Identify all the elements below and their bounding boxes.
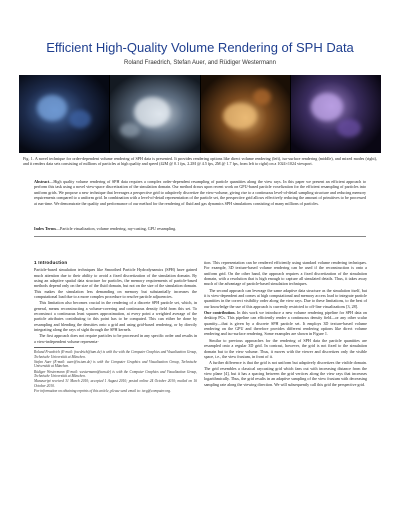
- footnotes: [34, 350, 197, 393]
- body-paragraph: tion. This representation can be rendered efficiently using standard volume rendering techniques. For example, 3D texture-based volume rendering can be used if the reconstruction is onto a uniform grid. On the other hand, the approach requires a fixed discretization of the simulation domain, with a resolution that is high enough to capture all simulated details. Thus, it takes away much of the advantage of particle-based simulation techniques.: [204, 260, 367, 287]
- body-paragraph: Similar to previous approaches for the rendering of SPH data the particle quantities are resampled onto a regular 3D grid. In contrast, however, the grid is not fixed to the simulation domain but to the view volume. Thus, it moves with the viewer and discretizes only the visible space, i.e., the view frustum, in front of it.: [204, 337, 367, 359]
- figure-panel-gas-dynamics: [291, 75, 381, 153]
- contribution-paragraph: [204, 310, 367, 337]
- abstract-label: Abstract: [34, 179, 50, 184]
- footnote: Stefan Auer (E-mail: auer@in.tum.de) is with the Computer Graphics and Visualization Group, Technische Universität at München.: [34, 359, 197, 369]
- intro-paragraph: Particle-based simulation techniques like Smoothed Particle Hydrodynamics (SPH) have gained much attention due to their ability to avoid a fixed discretization of the simulation domain. By using an adaptive spatial data structure for particles, the memory requirements of particle-based methods depend only on the size of the fluid domain, but not on the size of the simulation domain. This makes the simulation less demanding on memory but substantially increases the computational load due to a more complex procedure to resolve particle adjacencies.: [34, 267, 197, 300]
- figure-caption: Fig. 1. A novel technique for order-dependent volume rendering of SPH data is presented. It provides rendering options like direct volume rendering (left), iso-surface rendering (middle), and mixed modes (right), and it renders data sets consisting of millions of particles at high quality and speed (42M @ 0.1 fps, 2.2M @ 4.5 fps, 2M @ 1.7 fps, from left to right) on a 1024×1024 viewport.: [23, 156, 377, 167]
- index-terms: [34, 226, 366, 231]
- index-terms-label: Index Terms: [34, 226, 56, 231]
- body-paragraph: The second approach can leverage the same adaptive data structure as the simulation itself, but it is view-dependent and comes at high computational and memory access load to integrate particle quantities in the correct visibility order along the view rays. Due to these limitations, to the best of our knowledge the use of this approach is currently restricted to off-line visualizations [3, 28].: [204, 287, 367, 309]
- teaser-figure: [19, 75, 381, 153]
- footnote: For information on obtaining reprints of this article, please send email to: tvcg@computer.org.: [34, 388, 171, 393]
- contribution-label: Our contribution.: [204, 310, 236, 316]
- footnote: Rüdiger Westermann (E-mail: westermann@tum.de) is with the Computer Graphics and Visualization Group, Technische Universität at München.: [34, 369, 197, 379]
- intro-paragraph: The first approach does not require particles to be processed in any specific order and results in a view-independent volume representa-: [34, 333, 197, 344]
- index-terms-text: —Particle visualization, volume rendering, ray-casting, GPU resampling.: [55, 226, 177, 231]
- figure-panel-direct-volume-rendering: [19, 75, 109, 153]
- contribution-text: In this work we introduce a new volume rendering pipeline for SPH data on desktop PCs. This pipeline can efficiently render a continuous density field—or any other scalar quantity—that is given by a discrete SPH particle set. It employs 3D texture-based volume rendering on the GPU and therefore provides different rendering options like direct volume rendering and iso-surface rendering. Some examples are shown in Figure 1.: [204, 310, 367, 337]
- body-paragraph: A further difference is that the grid is not uniform but adaptively discretizes the visible domain. The grid resembles a classical raycasting grid which fans out with increasing distance from the view plane [4], but it has a spacing between the grid vertices along the view rays that increases logarithmically. Thus, the grid results in an adaptive sampling of the view frustum with decreasing sampling rate along the viewing direction. We will subsequently call this grid the perspective grid.: [204, 360, 367, 387]
- left-column: [34, 260, 197, 394]
- paper-authors: Roland Fraedrich, Stefan Auer, and Rüdiger Westermann: [124, 60, 276, 66]
- footnote: Manuscript received 31 March 2010; accepted 1 August 2010; posted online 24 October 2010; mailed on 16 October 2010.: [34, 379, 197, 388]
- section-heading: 1 Introduction: [34, 260, 68, 265]
- figure-panel-mixed-mode-rendering: [201, 75, 291, 153]
- right-column: [204, 260, 367, 388]
- footnote-rule: [34, 347, 74, 348]
- abstract-text: —High quality volume rendering of SPH data requires a complex order-dependent resampling of particle quantities along the view rays. In this paper we present an efficient approach to perform this task using a novel view-space discretization of the simulation domain. Our method draws upon recent work on GPU-based particle voxelization for the efficient resampling of particles into uniform grids. We propose a new technique that leverages a perspective grid to adaptively discretize the view-volume, giving rise to a continuous level-of-detail sampling structure and reducing memory requirements compared to a uniform grid. In combination with a level-of-detail representation of the particle set, the perspective grid allows effectively reducing the amount of primitives to be processed at run-time. We demonstrate the quality and performance of our method for the rendering of fluid and gas dynamics SPH simulations consisting of many millions of particles.: [34, 179, 366, 206]
- figure-panel-iso-surface-rendering: [110, 75, 200, 153]
- intro-paragraph: This limitation also becomes crucial in the rendering of a discrete SPH particle set, which, in general, means reconstructing a volume-covering and continuous density field from this set. To reconstruct a continuous least squares approximation, at every point a weighted average of the particle attributes contributing to this point has to be computed. This can either be done by resampling and blending the densities onto a grid and using grid-based rendering, or by directly integrating along the rays of sight through the SPH kernels.: [34, 300, 197, 333]
- abstract: [34, 179, 366, 206]
- header-rule: [34, 236, 366, 237]
- footnote: Roland Fraedrich (E-mail: fraedrich@tum.de) is with the with the Computer Graphics and Visualization Group, Technische Universität at München.: [34, 350, 197, 359]
- paper-title: Efficient High-Quality Volume Rendering of SPH Data: [46, 40, 354, 55]
